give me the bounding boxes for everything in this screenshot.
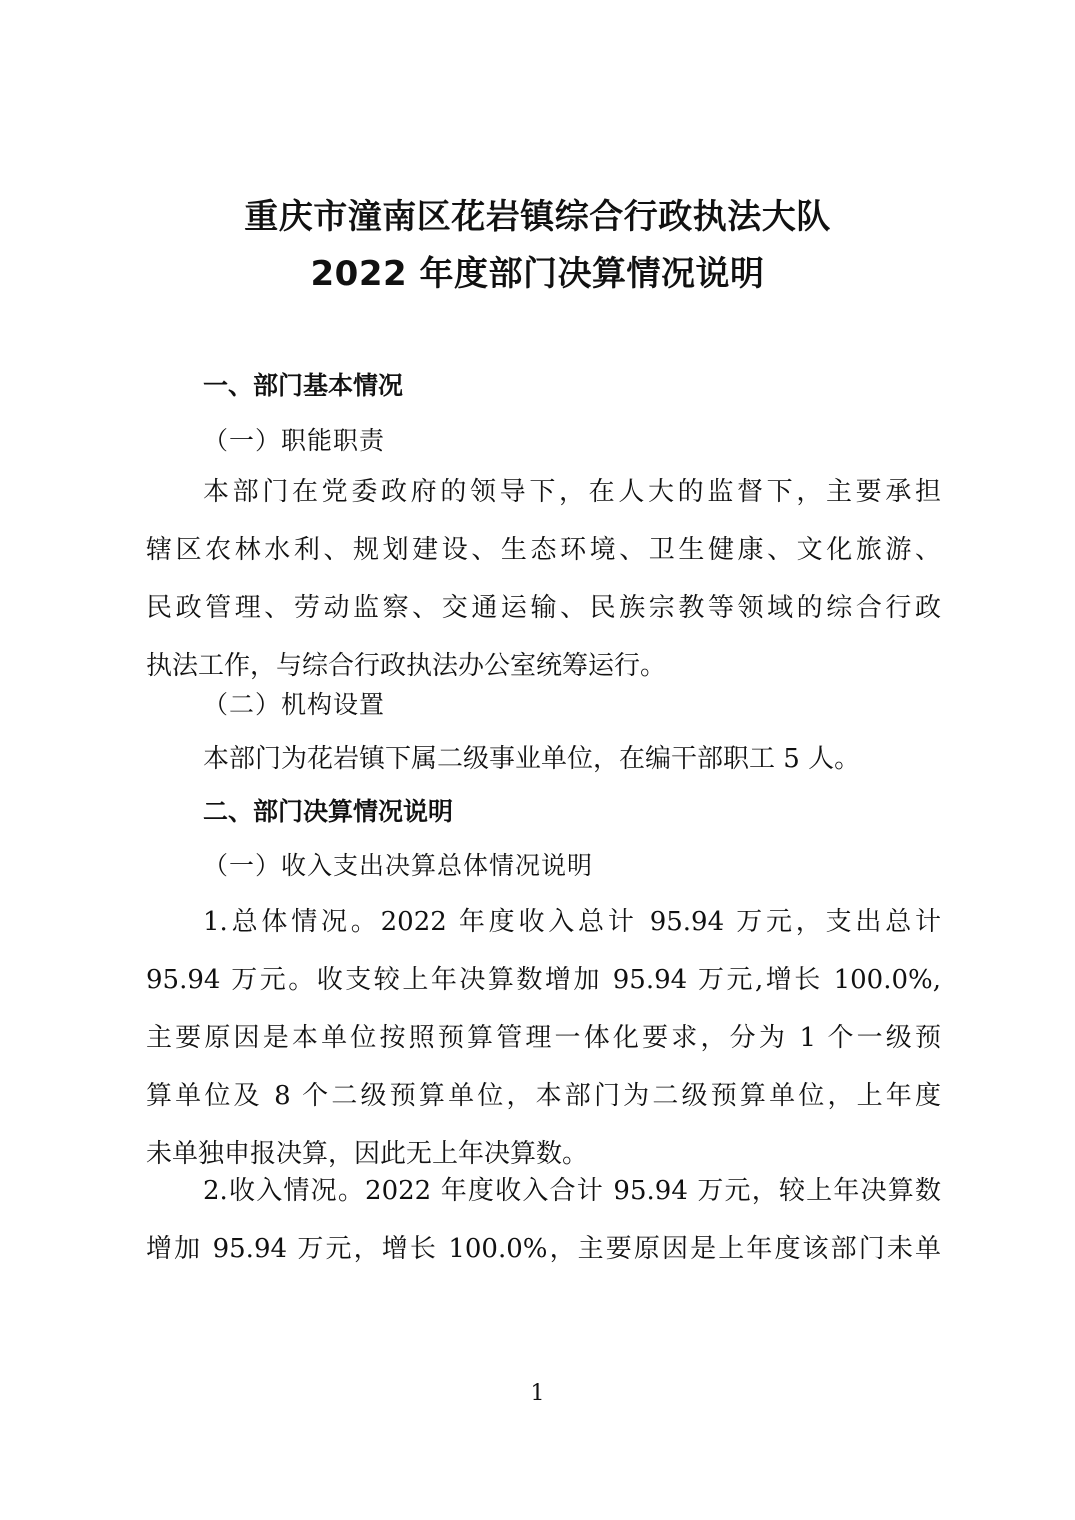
section-1-sub-1-heading: （一）职能职责: [203, 426, 386, 455]
paragraph-line: 主要原因是本单位按照预算管理一体化要求，分为 1 个一级预: [146, 1023, 941, 1053]
income-situation-paragraph: [146, 1162, 941, 1278]
paragraph-line: 算单位及 8 个二级预算单位，本部门为二级预算单位，上年度: [146, 1081, 941, 1111]
paragraph-line: 未单独申报决算，因此无上年决算数。: [146, 1139, 589, 1169]
document-title-line-1: 重庆市潼南区花岩镇综合行政执法大队: [244, 197, 831, 237]
page-number: 1: [530, 1381, 545, 1406]
paragraph-line: 辖区农林水利、规划建设、生态环境、卫生健康、文化旅游、: [146, 535, 941, 565]
paragraph-line: 本部门在党委政府的领导下，在人大的监督下，主要承担: [203, 477, 941, 507]
paragraph-line: 民政管理、劳动监察、交通运输、民族宗教等领域的综合行政: [146, 593, 941, 623]
paragraph-line: 2.收入情况。2022 年度收入合计 95.94 万元，较上年决算数: [203, 1176, 941, 1206]
paragraph-line: 1.总体情况。2022 年度收入总计 95.94 万元，支出总计: [203, 907, 941, 937]
paragraph-line: 本部门为花岩镇下属二级事业单位，在编干部职工 5 人。: [203, 744, 861, 774]
section-1-sub-2-heading: （二）机构设置: [203, 690, 386, 719]
overall-situation-paragraph: [146, 893, 941, 1183]
section-1-sub-1-paragraph: [146, 463, 941, 695]
paragraph-line: 95.94 万元。收支较上年决算数增加 95.94 万元,增长 100.0%,: [146, 965, 941, 995]
section-2-heading: 二、部门决算情况说明: [203, 797, 454, 826]
paragraph-line: 增加 95.94 万元，增长 100.0%，主要原因是上年度该部门未单: [146, 1234, 941, 1264]
section-2-sub-1-heading: （一）收入支出决算总体情况说明: [203, 851, 594, 880]
section-1-heading: 一、部门基本情况: [203, 371, 404, 400]
document-title-line-2: 2022 年度部门决算情况说明: [310, 254, 765, 294]
paragraph-line: 执法工作，与综合行政执法办公室统筹运行。: [146, 651, 667, 681]
section-1-sub-2-paragraph: [146, 730, 941, 788]
